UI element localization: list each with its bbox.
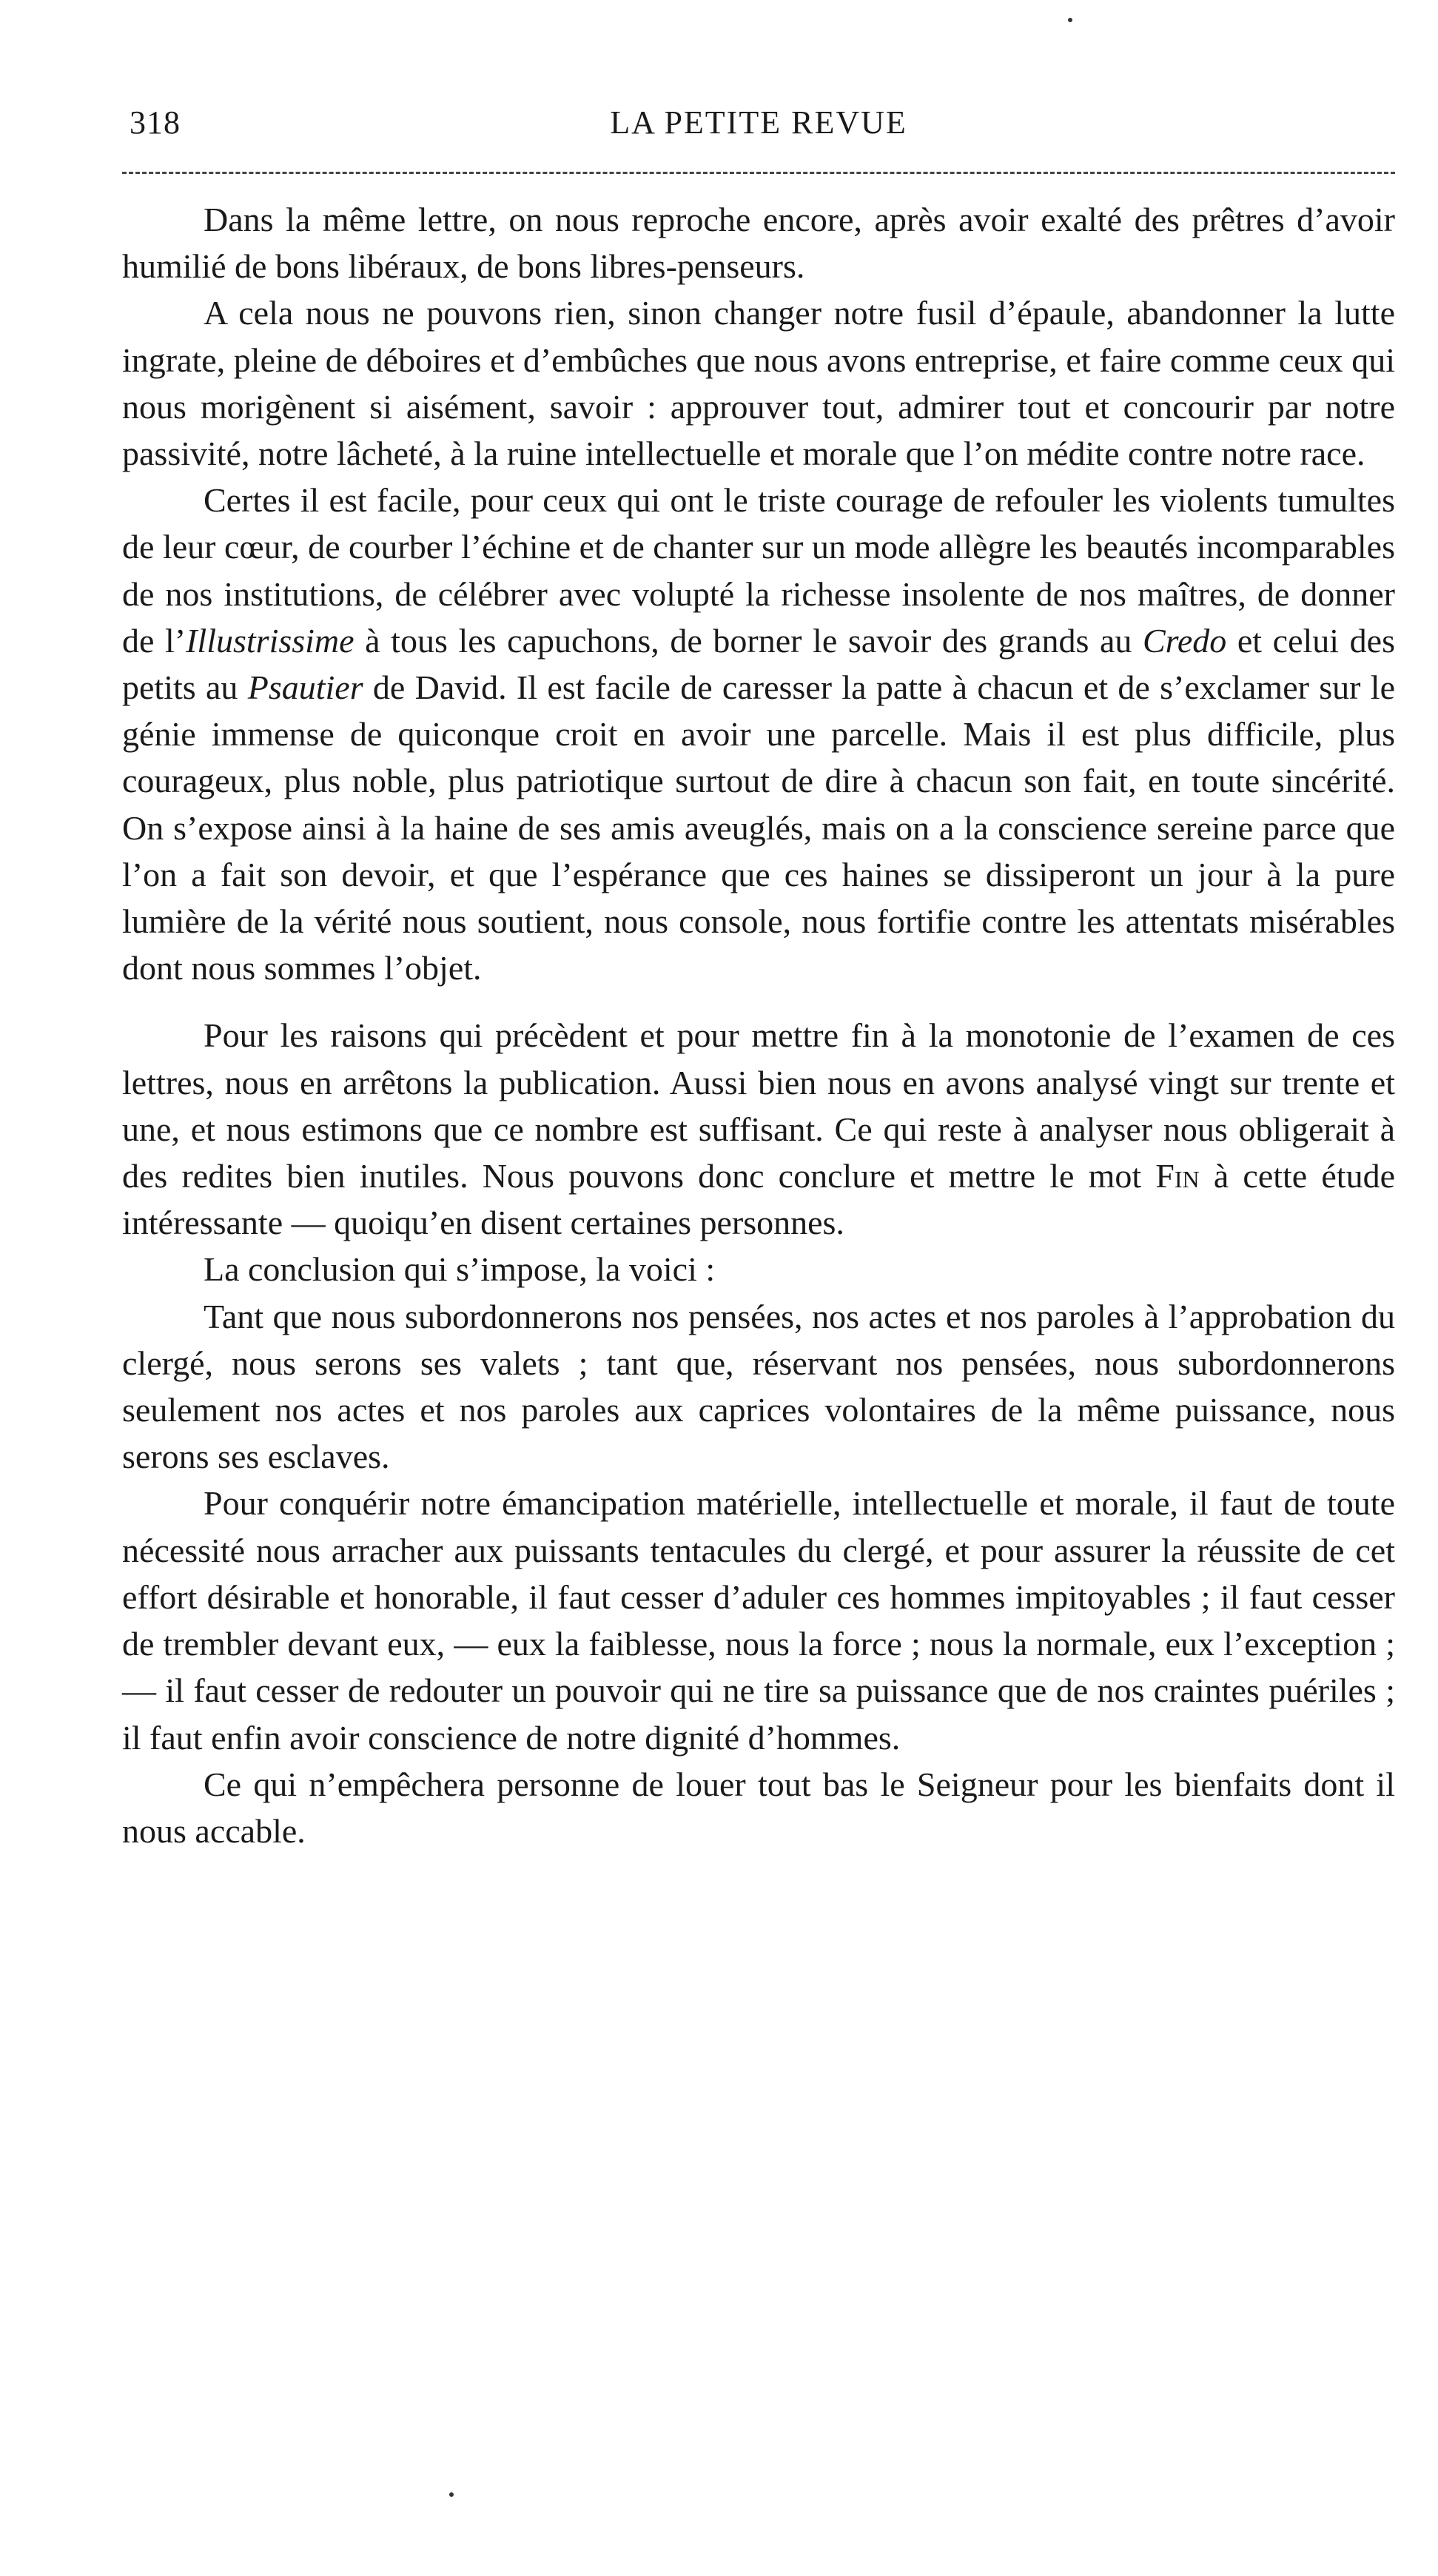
document-page bbox=[122, 104, 1395, 1854]
small-caps-fin: Fin bbox=[1155, 1157, 1200, 1195]
paragraph-1: Dans la même lettre, on nous reproche encore, après avoir exalté des prêtres d’avoir humilié de bons libéraux, de bons libres-penseurs. bbox=[122, 201, 1395, 286]
print-speck-bottom bbox=[449, 2492, 454, 2497]
paragraph-4: Pour les raisons qui précèdent et pour mettre fin à la monotonie de l’examen de ces lettres, nous en arrêtons la publication. Aussi bien nous en avons analysé vingt sur trente et une, et nous estimons que ce nombre est suffisant. Ce qui reste à analyser nous obligerait à des redites bien inutiles. Nous pouvons donc conclure et mettre le mot Fin à cette étude intéressante — quoiqu’en disent certaines personnes. bbox=[122, 1016, 1395, 1242]
page-number: 318 bbox=[130, 104, 181, 141]
paragraph-3: Certes il est facile, pour ceux qui ont le triste courage de refouler les violents tumultes de leur cœur, de courber l’échine et de chanter sur un mode allègre les beautés incomparables de nos institutions, de célébrer avec volupté la richesse insolente de nos maîtres, de donner de l’Illustrissime à tous les capuchons, de borner le savoir des grands au Credo et celui des petits au Psautier de David. Il est facile de caresser la patte à chacun et de s’exclamer sur le génie immense de quiconque croit en avoir une parcelle. Mais il est plus difficile, plus courageux, plus noble, plus patriotique surtout de dire à chacun son fait, en toute sincérité. On s’expose ainsi à la haine de ses amis aveuglés, mais on a la conscience sereine parce que l’on a fait son devoir, et que l’espérance que ces haines se dissiperont un jour à la pure lumière de la vérité nous soutient, nous console, nous fortifie contre les attentats misérables dont nous sommes l’objet. bbox=[122, 481, 1395, 987]
paragraph-7: Pour conquérir notre émancipation matérielle, intellectuelle et morale, il faut de toute nécessité nous arracher aux puissants tentacules du clergé, et pour assurer la réussite de cet effort désirable et honorable, il faut cesser d’aduler ces hommes impitoyables ; il faut cesser de trembler devant eux, — eux la faiblesse, nous la force ; nous la normale, eux l’exception ; — il faut cesser de redouter un pouvoir qui ne tire sa puissance que de nos craintes puériles ; il faut enfin avoir conscience de notre dignité d’hommes. bbox=[122, 1484, 1395, 1757]
journal-title: LA PETITE REVUE bbox=[610, 104, 907, 141]
paragraph-2: A cela nous ne pouvons rien, sinon changer notre fusil d’épaule, abandonner la lutte ingrate, pleine de déboires et d’embûches que nous avons entreprise, et faire comme ceux qui nous morigènent si aisément, savoir : approuver tout, admirer tout et concourir par notre passivité, notre lâcheté, à la ruine intellectuelle et morale que l’on médite contre notre race. bbox=[122, 294, 1395, 473]
running-head bbox=[122, 104, 1395, 155]
paragraph-5: La conclusion qui s’impose, la voici : bbox=[204, 1250, 716, 1289]
header-rule bbox=[122, 172, 1395, 174]
emphasis-psautier: Psautier bbox=[247, 668, 363, 707]
print-speck-top bbox=[1068, 18, 1072, 22]
emphasis-illustrissime: Illustrissime bbox=[186, 621, 355, 660]
emphasis-credo: Credo bbox=[1143, 621, 1227, 660]
article-body bbox=[122, 196, 1395, 1854]
paragraph-6: Tant que nous subordonnerons nos pensées, nos actes et nos paroles à l’approbation du clergé, nous serons ses valets ; tant que, réservant nos pensées, nous subordonnerons seulement nos actes et nos paroles aux caprices volontaires de la même puissance, nous serons ses esclaves. bbox=[122, 1297, 1395, 1476]
paragraph-8: Ce qui n’empêchera personne de louer tout bas le Seigneur pour les bienfaits dont il nous accable. bbox=[122, 1765, 1395, 1850]
